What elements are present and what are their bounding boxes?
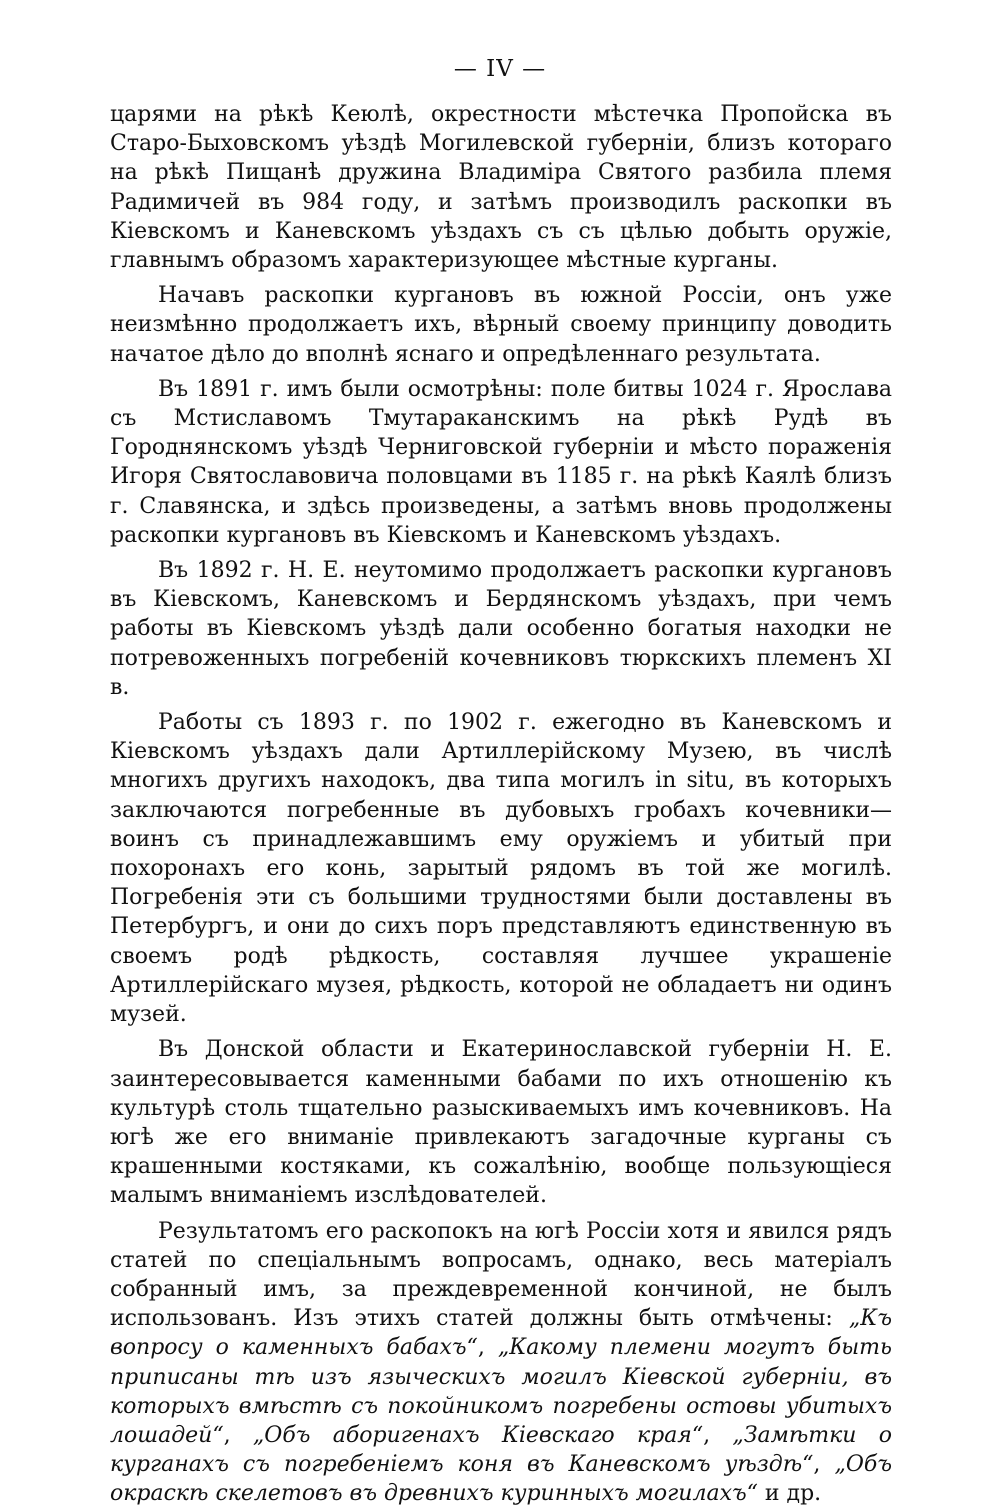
- article-title-4: „Замѣтки о курганахъ съ погребеніемъ коня въ Каневскомъ уѣздѣ“: [110, 1422, 892, 1478]
- paragraph-7-intro: Результатомъ его раскопокъ на югѣ Россіи хотя и явился рядъ статей по спеціальнымъ вопросамъ, однако, весь матеріалъ собранный имъ, за преждевременной кончиной, не былъ использованъ. Изъ этихъ статей должны быть отмѣчены:: [110, 1218, 892, 1332]
- body-text: [110, 100, 892, 1509]
- paragraph-5: Работы съ 1893 г. по 1902 г. ежегодно въ Каневскомъ и Кіевскомъ уѣздахъ дали Артиллерійскому Музею, въ числѣ многихъ другихъ находокъ, два типа могилъ in situ, въ которыхъ заключаются погребенные въ дубовыхъ гробахъ кочевники—воинъ съ принадлежавшимъ ему оружіемъ и убитый при похоронахъ его конь, зарытый рядомъ въ той же могилѣ. Погребенія эти съ большими трудностями были доставлены въ Петербургъ, и они до сихъ поръ представляютъ единственную въ своемъ родѣ рѣдкость, составляя лучшее украшеніе Артиллерійскаго музея, рѣдкость, которой не обладаетъ ни одинъ музей.: [110, 710, 892, 1028]
- separator: ,: [477, 1335, 498, 1361]
- paragraph-3: Въ 1891 г. имъ были осмотрѣны: поле битвы 1024 г. Ярослава съ Мстиславомъ Тмутараканскимъ на рѣкѣ Рудѣ въ Городнянскомъ уѣздѣ Черниговской губерніи и мѣсто пораженія Игоря Святославовича половцами въ 1185 г. на рѣкѣ Каялѣ близъ г. Славянска, и здѣсь произведены, а затѣмъ вновь продолжены раскопки кургановъ въ Кіевскомъ и Каневскомъ уѣздахъ.: [110, 376, 892, 548]
- paragraph-7-outro: и др.: [757, 1481, 822, 1507]
- article-title-3: „Объ аборигенахъ Кіевскаго края“: [252, 1422, 704, 1448]
- paragraph-7: [110, 1217, 892, 1509]
- separator: ,: [703, 1422, 733, 1448]
- page-number: — IV —: [453, 56, 547, 82]
- paragraph-2: Начавъ раскопки кургановъ въ южной Россіи, онъ уже неизмѣнно продолжаетъ ихъ, вѣрный своему принципу доводить начатое дѣло до вполнѣ яснаго и опредѣленнаго результата.: [110, 283, 892, 367]
- article-title-5: „Объ окраскѣ скелетовъ въ древнихъ куринныхъ могилахъ“: [110, 1452, 892, 1507]
- article-title-2: „Какому племени могутъ быть приписаны тѣ изъ языческихъ могилъ Кіевской губерніи, въ которыхъ вмѣстѣ съ покойникомъ погребены остовы убитыхъ лошадей“: [110, 1335, 892, 1448]
- paragraph-1: царями на рѣкѣ Кеюлѣ, окрестности мѣстечка Пропойска въ Старо-Быховскомъ уѣздѣ Могилевской губерніи, близъ котораго на рѣкѣ Пищанѣ дружина Владиміра Святого разбила племя Радимичей въ 984 году, и затѣмъ производилъ раскопки въ Кіевскомъ и Каневскомъ уѣздахъ съ съ цѣлью добыть оружіе, главнымъ образомъ характеризующее мѣстные курганы.: [110, 102, 892, 274]
- article-title-1: „Къ вопросу о каменныхъ бабахъ“: [110, 1306, 892, 1361]
- paragraph-6: Въ Донской области и Екатеринославской губерніи Н. Е. заинтересовывается каменными бабами по ихъ отношенію къ культурѣ столь тщательно разыскиваемыхъ имъ кочевниковъ. На югѣ же его вниманіе привлекаютъ загадочные курганы съ крашенными костяками, къ сожалѣнію, вообще пользующіеся малымъ вниманіемъ изслѣдователей.: [110, 1037, 892, 1209]
- separator: ,: [223, 1422, 253, 1448]
- separator: ,: [813, 1452, 835, 1478]
- paragraph-4: Въ 1892 г. Н. Е. неутомимо продолжаетъ раскопки кургановъ въ Кіевскомъ, Каневскомъ и Бердянскомъ уѣздахъ, при чемъ работы въ Кіевскомъ уѣздѣ дали особенно богатыя находки не потревоженныхъ погребеній кочевниковъ тюркскихъ племенъ XI в.: [110, 558, 892, 700]
